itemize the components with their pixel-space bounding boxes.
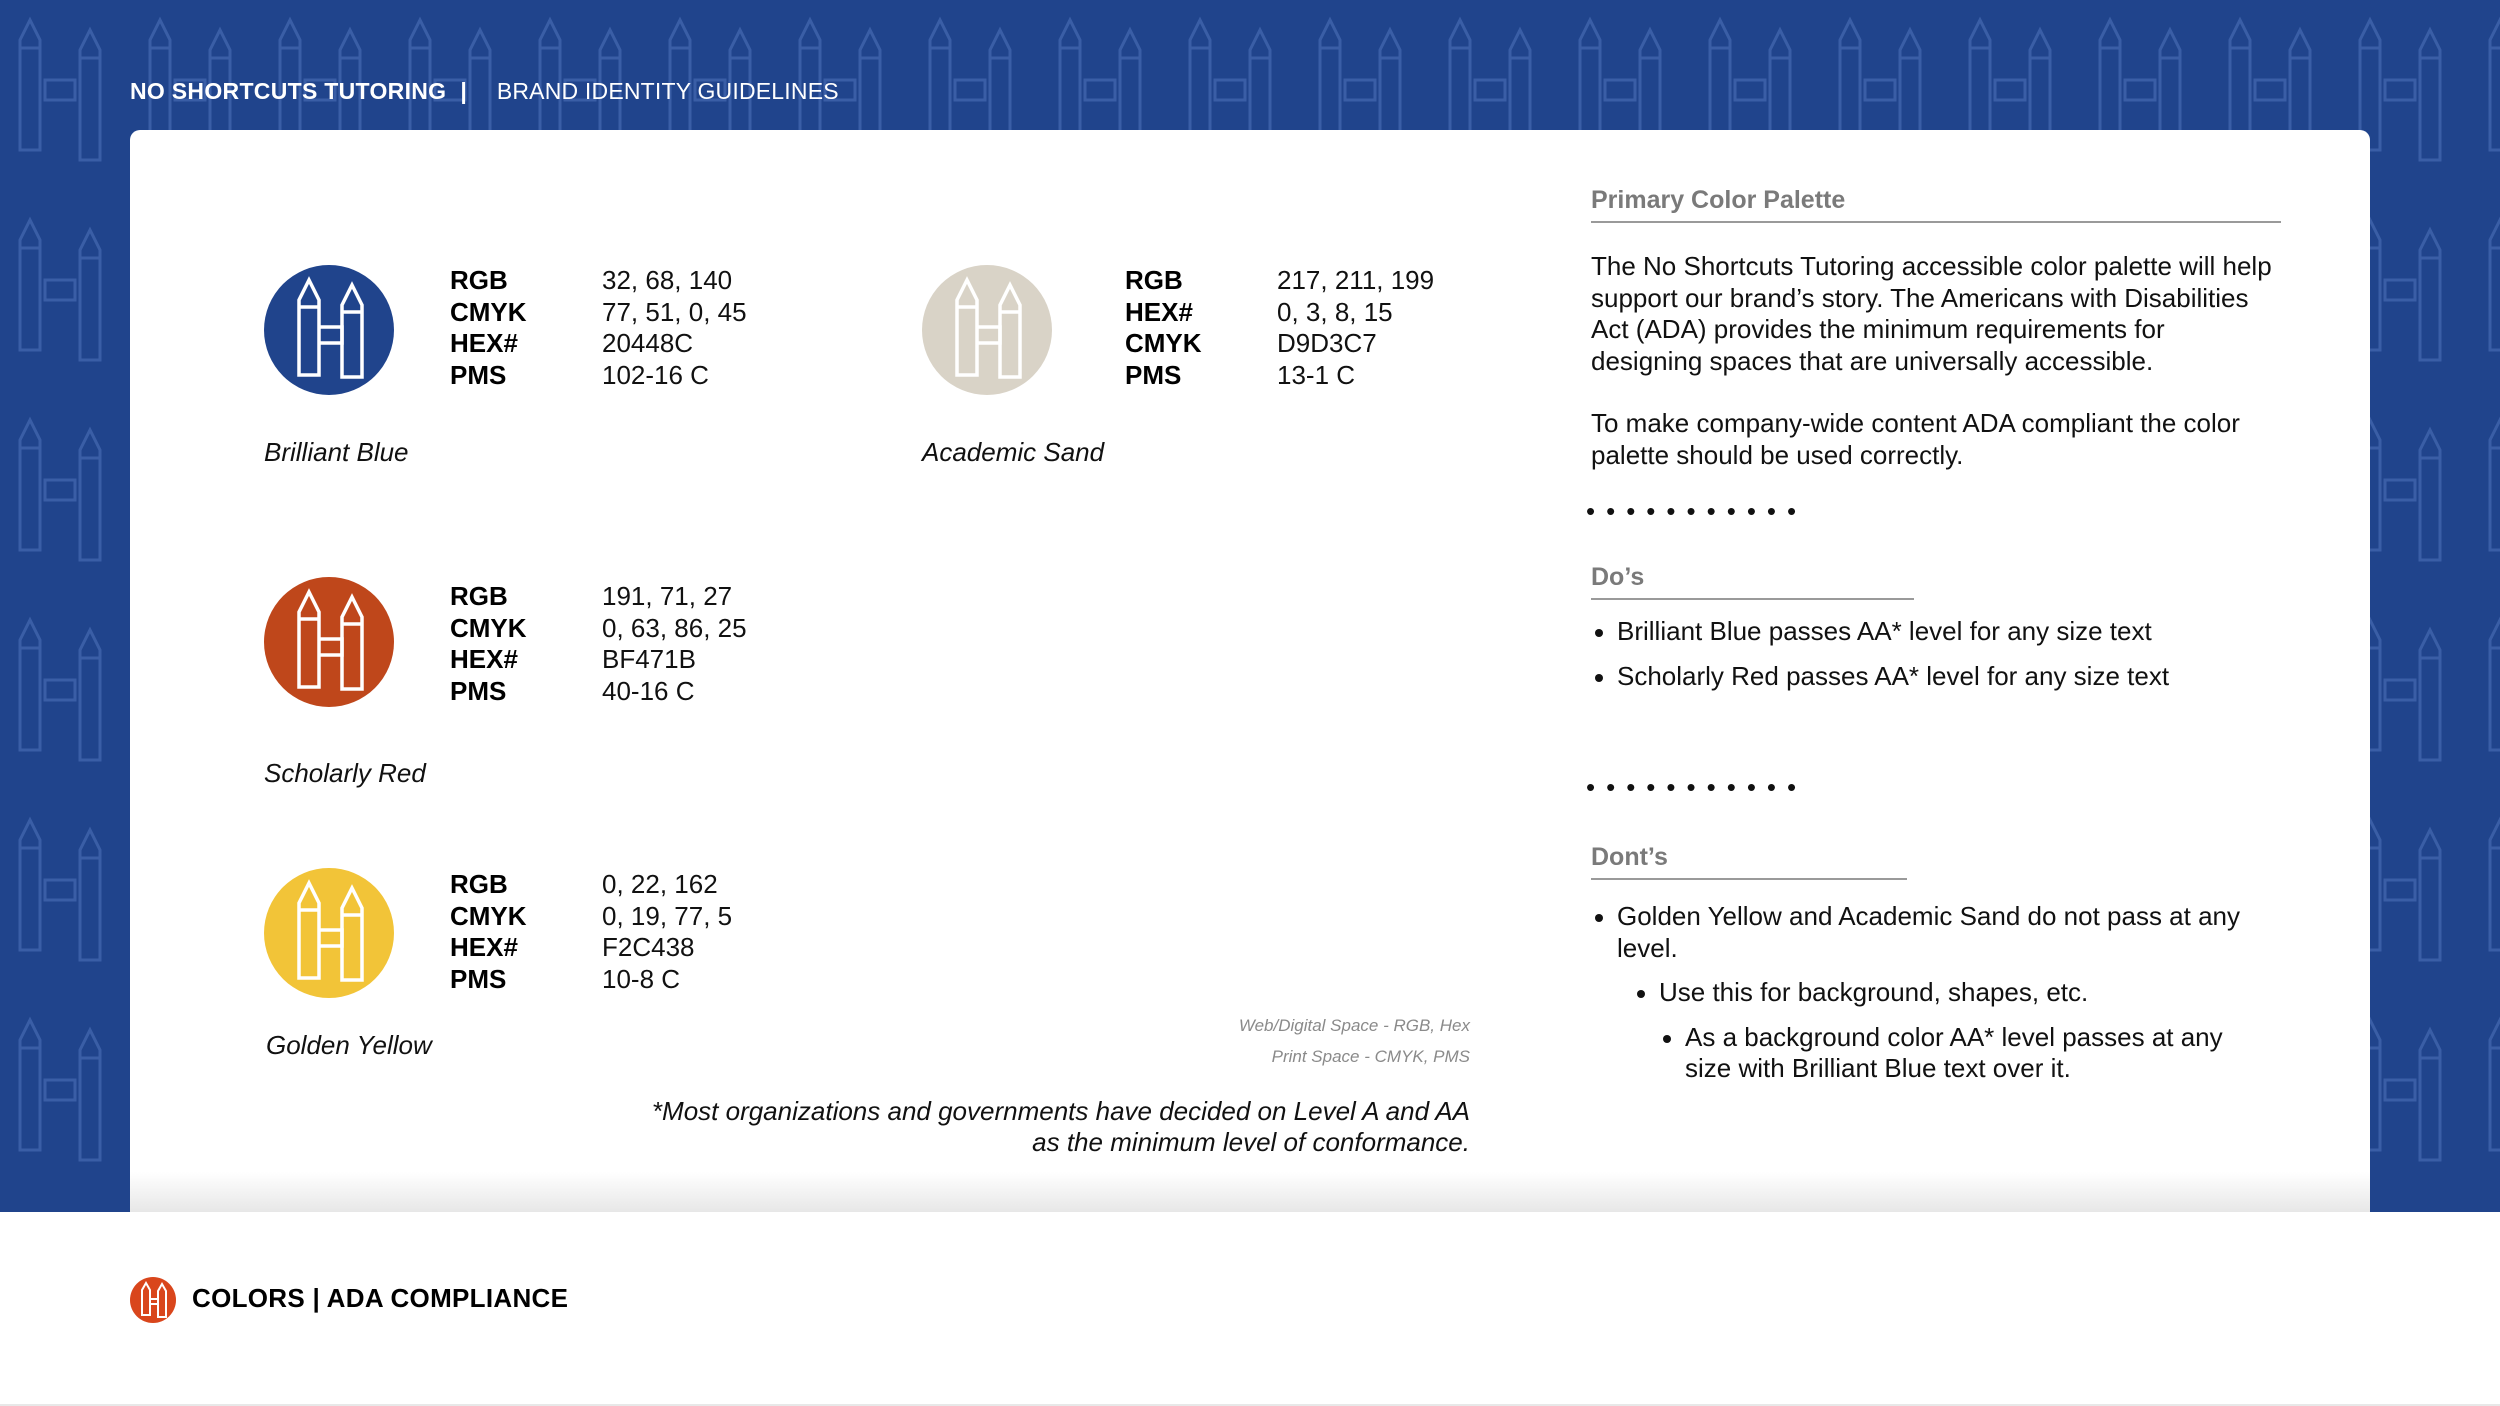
palette-paragraph-2: To make company-wide content ADA compliant the color palette should be used correctly. [1591,408,2240,470]
list-item: Brilliant Blue passes AA* level for any size text [1593,616,2283,648]
list-item: Golden Yellow and Academic Sand do not pass at any level. [1593,901,2273,964]
dos-list [1593,616,2283,692]
dotted-divider-2: ••••••••••• [1586,772,1808,802]
header-subtitle: BRAND IDENTITY GUIDELINES [496,77,839,104]
cmyk-label: CMYK [1125,328,1202,358]
brilliant-blue-logo-icon [264,265,394,395]
hex-label: HEX# [450,932,518,962]
scholarly-red-name: Scholarly Red [264,758,426,788]
hex-label: HEX# [1125,296,1193,327]
rgb-label: RGB [450,581,508,611]
golden-yellow-name: Golden Yellow [266,1030,432,1060]
rgb-label: RGB [450,265,508,295]
footer-title: COLORS | ADA COMPLIANCE [192,1283,569,1313]
golden-yellow-logo-icon [264,868,394,998]
brilliant-blue-specs [450,265,747,391]
hex-value: F2C438 [602,932,695,962]
cmyk-label: CMYK [450,296,527,327]
pms-value: 13-1 C [1277,359,1356,390]
rgb-label: RGB [1125,265,1183,295]
donts-list [1593,901,2273,1085]
header-separator: | [460,77,467,104]
golden-yellow-specs [450,869,732,995]
rgb-label: RGB [450,869,508,899]
footnote-line-1: *Most organizations and governments have decided on Level A and AA [651,1096,1470,1126]
pms-label: PMS [450,359,507,390]
pms-value: 10-8 C [602,963,681,994]
pms-label: PMS [450,963,507,994]
cmyk-value: 77, 51, 0, 45 [602,296,747,327]
brand-name: NO SHORTCUTS TUTORING [130,77,447,104]
cmyk-value: D9D3C7 [1277,328,1377,358]
brilliant-blue-name: Brilliant Blue [264,437,409,467]
hex-value: BF471B [602,644,696,674]
scholarly-red-logo-icon [264,577,394,707]
cmyk-label: CMYK [450,612,527,643]
web-space-note: Web/Digital Space - RGB, Hex [1238,1016,1470,1035]
donts-title: Dont’s [1591,843,1907,880]
rgb-value: 217, 211, 199 [1277,265,1435,295]
academic-sand-name: Academic Sand [922,437,1105,467]
footer-logo-icon [130,1277,176,1323]
scholarly-red-specs [450,581,747,707]
palette-paragraph-1: The No Shortcuts Tutoring accessible color palette will help support our brand’s story. The Americans with Disabilities Act (ADA) provides the minimum requirements for designing spaces that are universally accessible. [1591,251,2272,376]
dotted-divider-1: ••••••••••• [1586,496,1808,526]
dos-title: Do’s [1591,563,1914,600]
footnote-line-2: as the minimum level of conformance. [1032,1127,1470,1157]
hex-value: 20448C [602,328,694,358]
rgb-value: 191, 71, 27 [602,581,733,611]
rgb-value: 32, 68, 140 [602,265,733,295]
top-header [130,76,839,106]
pms-value: 102-16 C [602,359,709,390]
cmyk-value: 0, 63, 86, 25 [602,612,747,643]
card-bottom-shadow [130,1172,2370,1212]
donts-section [1591,843,2281,880]
cmyk-value: 0, 19, 77, 5 [602,900,733,931]
print-space-note: Print Space - CMYK, PMS [1271,1047,1470,1066]
conformance-footnote [430,1096,1470,1158]
palette-section [1591,186,2281,223]
rgb-value: 0, 22, 162 [602,869,718,899]
cmyk-label: CMYK [450,900,527,931]
pms-label: PMS [450,675,507,706]
list-item: As a background color AA* level passes at any size with Brilliant Blue text over it. [1661,1022,2273,1085]
hex-value: 0, 3, 8, 15 [1277,296,1393,327]
dos-section [1591,563,2281,600]
pms-value: 40-16 C [602,675,695,706]
list-item: Use this for background, shapes, etc. [1635,977,2273,1009]
pms-label: PMS [1125,359,1182,390]
academic-sand-logo-icon [922,265,1052,395]
academic-sand-specs [1125,265,1434,391]
hex-label: HEX# [450,644,518,674]
list-item: Scholarly Red passes AA* level for any size text [1593,661,2283,693]
palette-title: Primary Color Palette [1591,186,2281,223]
hex-label: HEX# [450,328,518,358]
